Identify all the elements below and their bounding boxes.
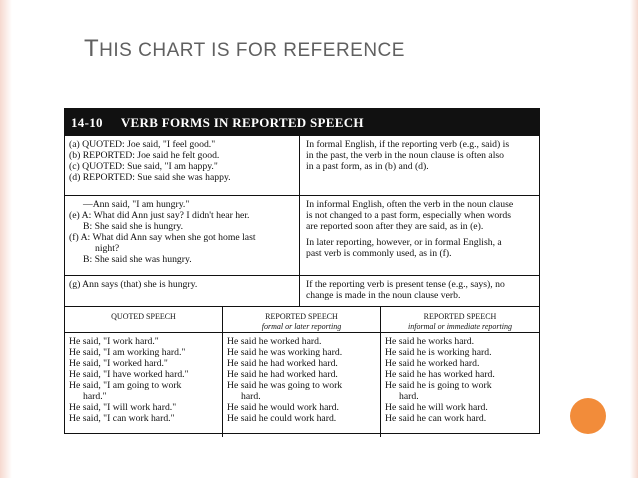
table-cell: He said he was going to work	[227, 380, 343, 391]
table-cell: He said he worked hard.	[227, 336, 322, 347]
informal-reporting-column	[381, 307, 539, 437]
table-cell: He said he had worked hard.	[227, 358, 338, 369]
speech-comparison-table	[65, 306, 539, 437]
section-2-examples	[65, 196, 300, 275]
table-cell: He said, "I am working hard."	[69, 347, 186, 358]
example-line: night?	[95, 243, 120, 254]
slide-title	[84, 35, 405, 63]
table-cell: He said, "I work hard."	[69, 336, 159, 347]
example-line: B: She said she was hungry.	[83, 254, 192, 265]
table-cell: He said, "I worked hard."	[69, 358, 168, 369]
chart-number: 14-10	[71, 114, 103, 130]
explanation-line: In later reporting, however, or in formal English, a	[306, 237, 502, 248]
chart-header	[65, 109, 539, 135]
column-header-subtitle: informal or immediate reporting	[408, 322, 512, 331]
quoted-speech-column	[65, 307, 223, 437]
column-header-title: QUOTED SPEECH	[111, 312, 176, 321]
table-cell: He said he would work hard.	[227, 402, 339, 413]
table-cell: hard.	[241, 391, 261, 402]
slide-left-border	[0, 0, 12, 478]
example-line: —Ann said, "I am hungry."	[83, 199, 190, 210]
example-line: B: She said she is hungry.	[83, 221, 184, 232]
example-line: (e) A: What did Ann just say? I didn't hear her.	[69, 210, 250, 221]
column-header	[223, 309, 380, 333]
column-header-subtitle: formal or later reporting	[261, 322, 342, 331]
explanation-line: past verb is commonly used, as in (f).	[306, 248, 452, 259]
explanation-line: In formal English, if the reporting verb (e.g., said) is	[306, 139, 510, 150]
chart-section-3	[65, 275, 539, 306]
explanation-line: in the past, the verb in the noun clause is often also	[306, 150, 505, 161]
chart-heading: VERB FORMS IN REPORTED SPEECH	[120, 114, 364, 130]
section-2-explanation	[300, 196, 539, 275]
formal-reporting-column	[223, 307, 381, 437]
table-cell: He said, "I can work hard."	[69, 413, 175, 424]
accent-circle	[570, 398, 606, 434]
explanation-line: are reported soon after they are said, as in (e).	[306, 221, 484, 232]
section-1-explanation	[300, 136, 539, 195]
table-cell: He said he is working hard.	[385, 347, 492, 358]
table-cell: He said, "I am going to work	[69, 380, 182, 391]
table-cell: He said he works hard.	[385, 336, 475, 347]
table-cell: He said, "I have worked hard."	[69, 369, 189, 380]
example-line: (d) REPORTED: Sue said she was happy.	[69, 172, 231, 183]
table-cell: He said he was working hard.	[227, 347, 343, 358]
reference-chart	[64, 108, 540, 434]
table-cell: He said he could work hard.	[227, 413, 337, 424]
table-cell: He said he will work hard.	[385, 402, 488, 413]
explanation-line: If the reporting verb is present tense (e.g., says), no	[306, 279, 505, 290]
slide-title-rest: HIS CHART IS FOR REFERENCE	[99, 40, 405, 61]
example-line: (a) QUOTED: Joe said, "I feel good."	[69, 139, 216, 150]
explanation-line: in a past form, as in (b) and (d).	[306, 161, 429, 172]
chart-section-2	[65, 195, 539, 275]
table-cell: He said he had worked hard.	[227, 369, 338, 380]
table-cell: He said he worked hard.	[385, 358, 480, 369]
slide-right-border	[630, 0, 638, 478]
explanation-line: In informal English, often the verb in the noun clause	[306, 199, 514, 210]
example-line: (c) QUOTED: Sue said, "I am happy."	[69, 161, 218, 172]
chart-section-1	[65, 135, 539, 195]
explanation-line: is not changed to a past form, especially when words	[306, 210, 511, 221]
example-line: (f) A: What did Ann say when she got home last	[69, 232, 256, 243]
table-cell: He said he has worked hard.	[385, 369, 495, 380]
section-3-explanation	[300, 276, 539, 306]
column-header-title: REPORTED SPEECH	[265, 312, 338, 321]
column-header	[65, 309, 222, 333]
table-cell: He said he is going to work	[385, 380, 492, 391]
table-cell: He said, "I will work hard."	[69, 402, 177, 413]
section-3-examples	[65, 276, 300, 306]
table-cell: hard.	[399, 391, 419, 402]
table-cell: He said he can work hard.	[385, 413, 487, 424]
section-1-examples	[65, 136, 300, 195]
column-header-title: REPORTED SPEECH	[423, 312, 497, 321]
example-line: (g) Ann says (that) she is hungry.	[69, 279, 198, 290]
table-cell: hard."	[83, 391, 107, 402]
explanation-line: change is made in the noun clause verb.	[306, 290, 461, 301]
column-header	[381, 309, 539, 333]
example-line: (b) REPORTED: Joe said he felt good.	[69, 150, 220, 161]
slide-title-initial: T	[84, 35, 100, 62]
